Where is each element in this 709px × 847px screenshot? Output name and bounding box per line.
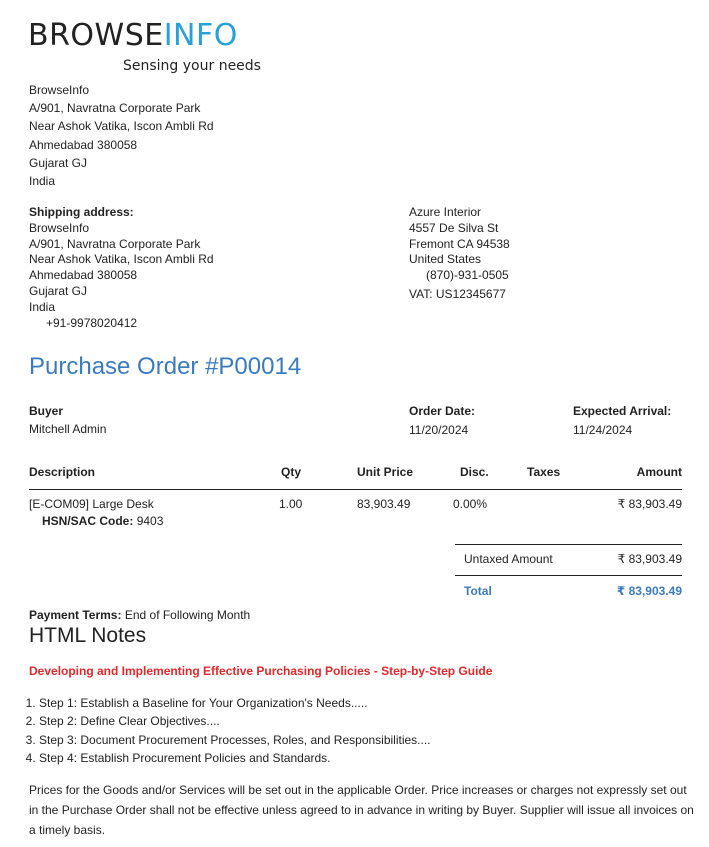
shipping-phone: +91-9978020412 (46, 315, 138, 330)
table-header-divider (29, 489, 682, 490)
column-header-unit-price: Unit Price (357, 465, 414, 479)
shipping-address-line: Gujarat GJ (29, 283, 88, 298)
line-hsn (42, 514, 163, 528)
payment-terms-label: Payment Terms: (29, 608, 122, 622)
notes-step: 1. Step 1: Establish a Baseline for Your Organization's Needs..... (39, 694, 431, 712)
logo-wordmark (28, 20, 238, 52)
company-address-line: Gujarat GJ (29, 155, 88, 170)
vendor-address-line: Azure Interior (409, 205, 482, 219)
logo-browse-text: BROWSE (28, 18, 164, 53)
vendor-phone: (870)-931-0505 (426, 268, 509, 283)
buyer-label: Buyer (29, 404, 64, 418)
company-address-line: BrowseInfo (29, 83, 90, 97)
logo-tagline: Sensing your needs (123, 58, 261, 74)
company-address-line: A/901, Navratna Corporate Park (29, 101, 201, 116)
order-date-label: Order Date: (409, 404, 476, 418)
company-address (29, 81, 214, 190)
company-logo (28, 18, 261, 74)
column-header-disc: Disc. (460, 465, 489, 479)
vendor-vat: VAT: US12345677 (409, 286, 506, 301)
payment-terms-value: End of Following Month (124, 608, 251, 622)
shipping-address-label: Shipping address: (29, 205, 134, 219)
column-header-qty: Qty (281, 465, 302, 479)
total-value: ₹ 83,903.49 (616, 584, 682, 598)
buyer-value: Mitchell Admin (29, 422, 107, 436)
company-address-line: Near Ashok Vatika, Iscon Ambli Rd (29, 119, 214, 134)
line-discount: 0.00% (453, 497, 488, 511)
totals-divider (455, 575, 682, 576)
page-title: Purchase Order #P00014 (29, 353, 302, 380)
line-qty: 1.00 (279, 497, 303, 511)
notes-steps-list (15, 694, 431, 767)
notes-step: 4. Step 4: Establish Procurement Policies and Standards. (39, 749, 431, 767)
hsn-label: HSN/SAC Code: (42, 514, 134, 528)
order-date-value: 11/20/2024 (409, 423, 469, 437)
terms-paragraph: Prices for the Goods and/or Services will be set out in the applicable Order. Price increases or charges not expressly set out in the Purchase Order shall not be effective unless agreed to in advance in writing by Buyer. Supplier will issue all invoices on a timely basis. (29, 783, 694, 837)
total-label: Total (464, 584, 492, 598)
untaxed-amount-label: Untaxed Amount (464, 552, 553, 566)
shipping-address-line: Near Ashok Vatika, Iscon Ambli Rd (29, 252, 214, 267)
company-address-line: Ahmedabad 380058 (29, 137, 138, 152)
notes-step: 3. Step 3: Document Procurement Processes, Roles, and Responsibilities.... (39, 731, 431, 749)
line-description: [E-COM09] Large Desk (29, 497, 154, 511)
shipping-address-line: Ahmedabad 380058 (29, 268, 138, 283)
shipping-address (29, 205, 214, 331)
line-amount: ₹ 83,903.49 (617, 497, 682, 511)
expected-arrival-label: Expected Arrival: (573, 404, 672, 418)
notes-title: HTML Notes (29, 624, 147, 647)
untaxed-amount-value: ₹ 83,903.49 (617, 552, 682, 566)
shipping-address-line: BrowseInfo (29, 220, 90, 235)
vendor-address-line: Fremont CA 94538 (409, 236, 510, 251)
column-header-amount: Amount (636, 465, 682, 479)
hsn-value: 9403 (136, 514, 164, 528)
column-header-description: Description (29, 465, 96, 479)
vendor-address (409, 205, 510, 303)
line-unit-price: 83,903.49 (357, 497, 411, 511)
column-header-taxes: Taxes (527, 465, 561, 479)
shipping-address-line: India (29, 299, 56, 314)
shipping-address-line: A/901, Navratna Corporate Park (29, 236, 201, 251)
vendor-address-line: 4557 De Silva St (409, 220, 499, 235)
logo-info-text: INFO (163, 18, 238, 53)
company-address-line: India (29, 174, 56, 189)
notes-step: 2. Step 2: Define Clear Objectives.... (39, 712, 431, 730)
totals-top-divider (455, 544, 682, 545)
expected-arrival-value: 11/24/2024 (573, 423, 633, 437)
payment-terms (29, 608, 250, 622)
notes-heading: Developing and Implementing Effective Purchasing Policies - Step-by-Step Guide (29, 664, 493, 678)
vendor-address-line: United States (409, 252, 482, 267)
